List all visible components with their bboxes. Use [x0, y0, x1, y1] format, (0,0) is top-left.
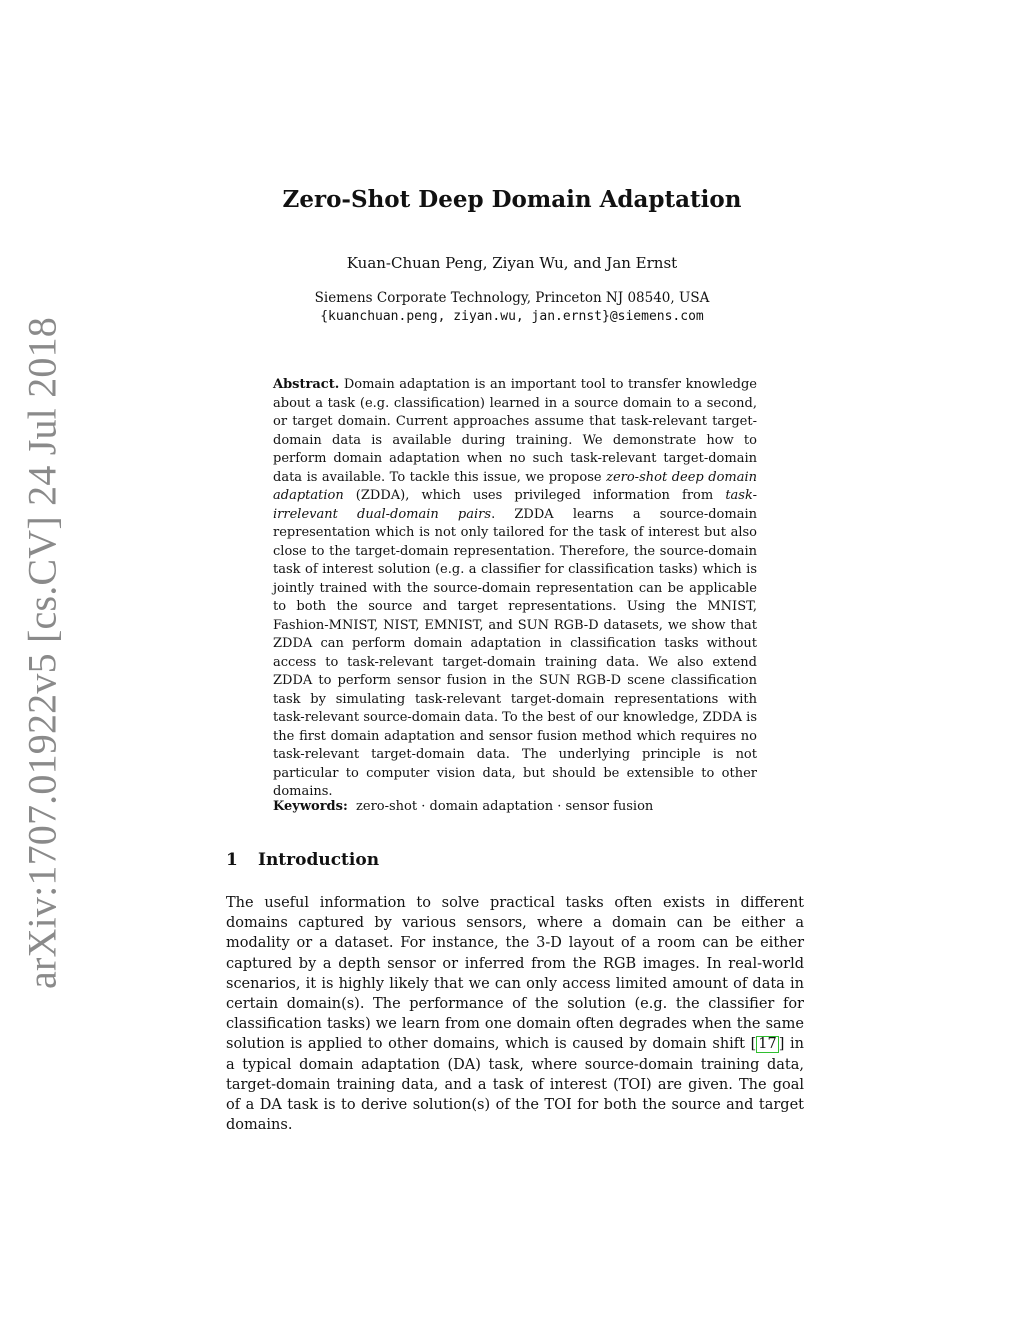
intro-text-2: in a typical domain adaptation (DA) task, where source-domain training data, target-domain training data, and a task of interest (TOI) are given. The goal of a DA task is to derive solution(s) of the TOI for both the source and target domains. [226, 1036, 804, 1134]
arxiv-identifier: arXiv:1707.01922v5 [cs.CV] 24 Jul 2018 [19, 316, 65, 989]
abstract-emphasis-zdda: zero-shot deep domain adaptation [273, 469, 757, 503]
arxiv-sidebar [12, 316, 72, 989]
abstract-block [273, 376, 757, 802]
section-number: 1 [226, 850, 238, 870]
keywords-block [273, 798, 757, 817]
abstract-text-2: (ZDDA), which uses privileged information from [343, 488, 726, 503]
citation-link[interactable]: 17 [758, 1036, 777, 1053]
abstract-text-3: . ZDDA learns a source-domain representation which is not only tailored for the task of interest but also close to the target-domain representation. Therefore, the source-domain task of interest solution (e.g. a classifier for classification tasks) which is jointly trained with the source-domain representation can be applicable to both the source and target representations. Using the MNIST, Fashion-MNIST, NIST, EMNIST, and SUN RGB-D datasets, we show that ZDDA can perform domain adaptation in classification tasks without access to task-relevant target-domain training data. We also extend ZDDA to perform sensor fusion in the SUN RGB-D scene classification task by simulating task-relevant target-domain representations with task-relevant source-domain data. To the best of our knowledge, ZDDA is the first domain adaptation and sensor fusion method which requires no task-relevant target-domain data. The underlying principle is not particular to computer vision data, but should be extensible to other domains. [273, 506, 757, 799]
paper-title: Zero-Shot Deep Domain Adaptation [282, 186, 742, 213]
intro-paragraph: The useful information to solve practical tasks often exists in different domains captured by various sensors, where a domain can be either a modality or a dataset. For instance, the 3-D layout of a room can be either captured by a depth sensor or inferred from the RGB images. In real-world scenarios, it is highly likely that we can only access limited amount of data in certain domain(s). The performance of the solution (e.g. the classifier for classification tasks) we learn from one domain often degrades when the same solution is applied to other domains, which is caused by domain shift [ 17 ] in a typical domain adaptation (DA) task, where source-domain training data, target-domain training data, and a task of interest (TOI) are given. The goal of a DA task is to derive solution(s) of the TOI for both the source and target domains. [226, 895, 804, 1134]
affiliation: Siemens Corporate Technology, Princeton NJ 08540, USA [314, 290, 710, 306]
keywords-label: Keywords: [273, 799, 348, 814]
keywords-text: zero-shot · domain adaptation · sensor fusion [356, 799, 654, 814]
abstract-text-1: Domain adaptation is an important tool to transfer knowledge about a task (e.g. classification) learned in a source domain to a second, or target domain. Current approaches assume that task-relevant target-domain data is available during training. We demonstrate how to perform domain adaptation when no such task-relevant target-domain data is available. To tackle this issue, we propose [273, 377, 757, 485]
abstract-emphasis-pairs: task-irrelevant dual-domain pairs [273, 488, 757, 522]
section-title: Introduction [258, 850, 380, 870]
abstract-label: Abstract. [273, 377, 340, 392]
intro-text-1: The useful information to solve practical tasks often exists in different domains captured by various sensors, where a domain can be either a modality or a dataset. For instance, the 3-D layout of a room can be either captured by a depth sensor or inferred from the RGB images. In real-world scenarios, it is highly likely that we can only access limited amount of data in certain domain(s). The performance of the solution (e.g. the classifier for classification tasks) we learn from one domain often degrades when the same solution is applied to other domains, which is caused by domain shift [226, 895, 804, 1053]
section-heading [226, 850, 379, 870]
author-emails: {kuanchuan.peng, ziyan.wu, jan.ernst}@siemens.com [320, 309, 704, 324]
author-list: Kuan-Chuan Peng, Ziyan Wu, and Jan Ernst [346, 254, 678, 272]
